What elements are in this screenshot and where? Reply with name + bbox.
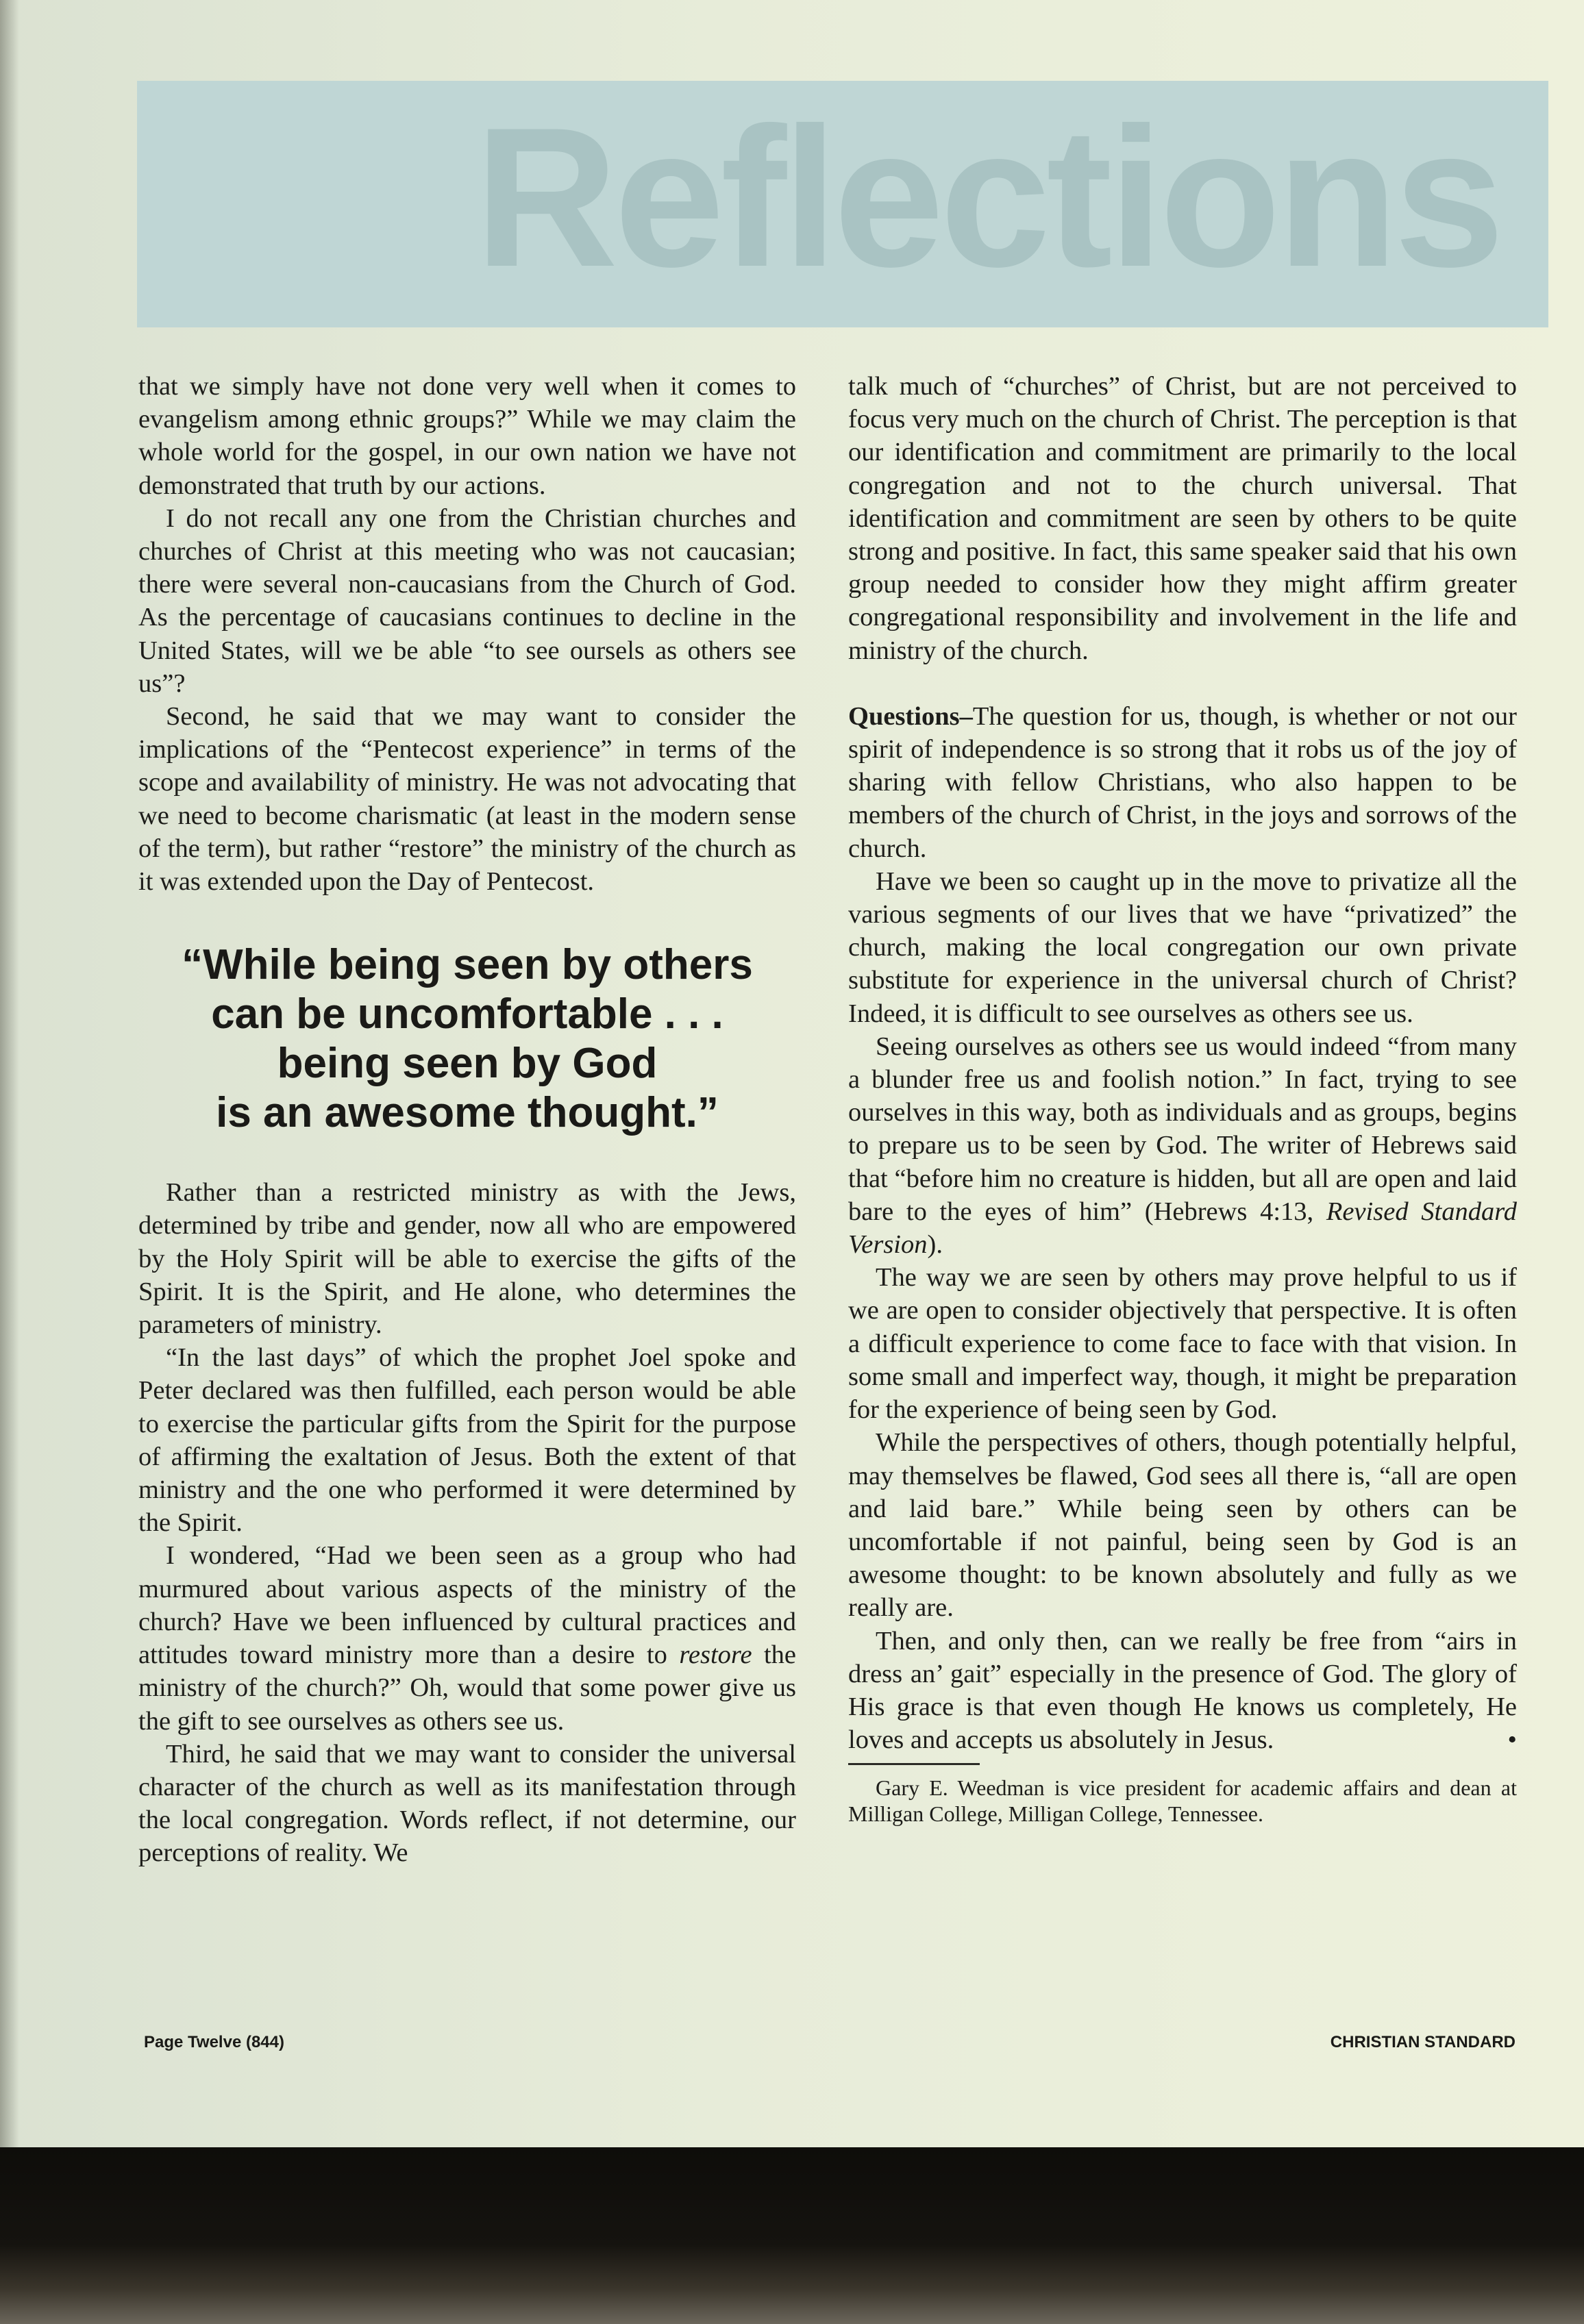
pull-quote-line: can be uncomfortable . . . <box>211 990 723 1038</box>
publication-name: CHRISTIAN STANDARD <box>1330 2033 1515 2051</box>
header-banner <box>137 81 1548 327</box>
pull-quote-line: “While being seen by others <box>182 941 753 989</box>
paragraph-text: Then, and only then, can we really be free from “airs in dress an’ gait” especially in the presence of God. The glory of His grace is that even though He knows us completely, He loves and accepts us absolutely in Jesus. <box>848 1626 1517 1755</box>
page-binding-shadow <box>0 0 19 2147</box>
scan-background <box>0 2147 1584 2324</box>
pull-quote-line: being seen by God <box>277 1040 658 1088</box>
end-of-article-mark: • <box>1507 1725 1517 1755</box>
paragraph-text: I wondered, “Had we been seen as a group who had murmured about various aspects of the ministry of the church? Have we been influenced by cultural practices and attitudes toward ministry more than a desire to <box>138 1541 796 1670</box>
emphasis-text: restore <box>679 1640 752 1670</box>
article-paragraph: Rather than a restricted ministry as with the Jews, determined by tribe and gender, now all who are empowered by the Holy Spirit will be able to exercise the gifts of the Spirit. It is the Spirit, and He alone, who determines the parameters of ministry. <box>138 1178 796 1340</box>
paragraph-text: Seeing ourselves as others see us would indeed “from many a blunder free us and foolish notion.” In fact, trying to see ourselves in this way, both as individuals and as groups, begins to prepare us to be seen by God. The writer of Hebrews said that “before him no creature is hidden, but all are open and laid bare to the eyes of him” (Hebrews 4:13, <box>848 1032 1517 1226</box>
article-paragraph: talk much of “churches” of Christ, but are not perceived to focus very much on the church of Christ. The perception is that our identification and commitment are primarily to the local congregation and not to the church universal. That identification and commitment are seen by others to be quite strong and positive. In fact, this same speaker said that his own group needed to consider how they might affirm greater congregational responsibility and involvement in the life and ministry of the church. <box>848 372 1517 665</box>
paragraph-text: ). <box>927 1230 943 1260</box>
section-gap <box>848 667 1517 700</box>
section-subhead: Questions– <box>848 701 973 731</box>
article-paragraph: I do not recall any one from the Christian churches and churches of Christ at this meeting who was not caucasian; there were several non-caucasians from the Church of God. As the percentage of caucasians continues to decline in the United States, will we be able “to see oursels as others see us”? <box>138 503 796 698</box>
right-column <box>848 370 1517 1827</box>
article-paragraph: “In the last days” of which the prophet Joel spoke and Peter declared was then fulfilled, each person would be able to exercise the particular gifts from the Spirit for the purpose of affirming the exaltation of Jesus. Both the extent of that ministry and the one who performed it were determined by the Spirit. <box>138 1343 796 1538</box>
article-paragraph: While the perspectives of others, though potentially helpful, may themselves be flawed, God sees all there is, “all are open and laid bare.” While being seen by others can be uncomfortable if not painful, being seen by God is an awesome thought: to be known absolutely and fully as we really are. <box>848 1428 1517 1623</box>
paragraph-text: the ministry of the church?” Oh, would that some power give us the gift to see ourselves as others see us. <box>138 1640 796 1736</box>
left-column <box>138 370 796 1870</box>
article-paragraph <box>848 1030 1517 1261</box>
paragraph-text: The question for us, though, is whether or not our spirit of independence is so strong that it robs us of the joy of sharing with fellow Christians, who also happen to be members of the church of Christ, in the joys and sorrows of the church. <box>848 701 1517 863</box>
article-paragraph <box>848 1625 1517 1757</box>
page-number: Page Twelve (844) <box>144 2033 284 2051</box>
author-byline: Gary E. Weedman is vice president for academic affairs and dean at Milligan College, Milligan College, Tennessee. <box>848 1775 1517 1827</box>
article-paragraph: Have we been so caught up in the move to privatize all the various segments of our lives that we have “privatized” the church, making the local congregation our own private substitute for experience in the universal church of Christ? Indeed, it is difficult to see ourselves as others see us. <box>848 866 1517 1028</box>
pull-quote-line: is an awesome thought.” <box>216 1089 719 1137</box>
article-paragraph: The way we are seen by others may prove helpful to us if we are open to consider objectively that perspective. It is often a difficult experience to come face to face with that vision. In some small and imperfect way, though, it might be preparation for the experience of being seen by God. <box>848 1263 1517 1425</box>
pull-quote <box>138 940 796 1138</box>
article-paragraph: Third, he said that we may want to consider the universal character of the church as well as its manifestation through the local congregation. Words reflect, if not determine, our perceptions of reality. We <box>138 1739 796 1868</box>
emphasis-text: Revised Standard Version <box>848 1197 1517 1260</box>
byline-rule <box>848 1763 980 1765</box>
article-paragraph <box>848 700 1517 865</box>
article-paragraph: that we simply have not done very well when it comes to evangelism among ethnic groups?” While we may claim the whole world for the gospel, in our own nation we have not demonstrated that truth by our actions. <box>138 372 796 500</box>
banner-title: Reflections <box>474 86 1500 308</box>
article-paragraph: Second, he said that we may want to consider the implications of the “Pentecost experience” in terms of the scope and availability of ministry. He was not advocating that we need to become charismatic (at least in the modern sense of the term), but rather “restore” the ministry of the church as it was extended upon the Day of Pentecost. <box>138 702 796 897</box>
article-paragraph <box>138 1539 796 1737</box>
